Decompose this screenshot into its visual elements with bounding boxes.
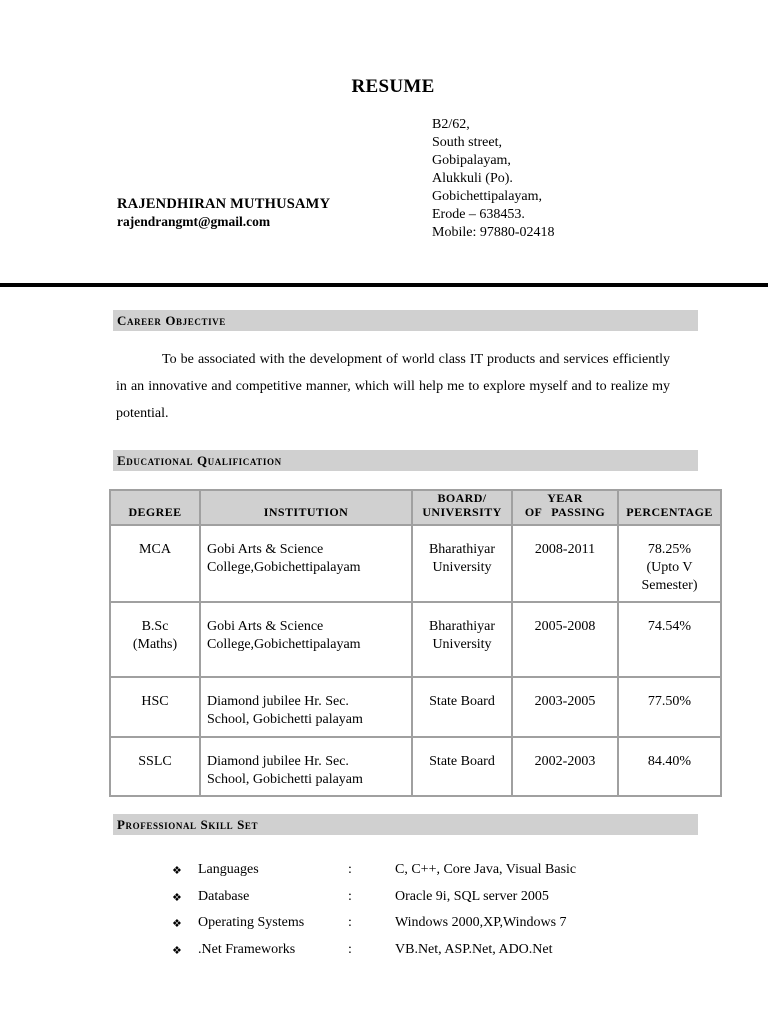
address-line: South street, bbox=[432, 135, 502, 150]
column-header-degree: DEGREE bbox=[110, 490, 200, 525]
institution-cell: Diamond jubilee Hr. Sec. School, Gobichetti palayam bbox=[200, 677, 412, 737]
year-cell: 2008-2011 bbox=[512, 525, 618, 602]
skills-heading: Professional Skill Set bbox=[113, 814, 698, 835]
table-row bbox=[110, 677, 721, 737]
address-line: Erode – 638453. bbox=[432, 207, 525, 222]
table-row bbox=[110, 525, 721, 602]
skill-separator: : bbox=[348, 862, 352, 877]
postal-address bbox=[432, 116, 555, 242]
skill-value: Oracle 9i, SQL server 2005 bbox=[395, 888, 549, 904]
header-divider bbox=[0, 283, 768, 287]
year-cell: 2003-2005 bbox=[512, 677, 618, 737]
career-objective-text bbox=[116, 346, 670, 427]
address-line: Gobichettipalayam, bbox=[432, 189, 543, 204]
institution-cell: Gobi Arts & Science College,Gobichettipalayam bbox=[200, 525, 412, 602]
table-row bbox=[110, 737, 721, 796]
table-row bbox=[110, 602, 721, 677]
candidate-name: RAJENDHIRAN MUTHUSAMY bbox=[117, 196, 331, 212]
degree-cell: HSC bbox=[110, 677, 200, 737]
column-header-institution: INSTITUTION bbox=[200, 490, 412, 525]
skill-value: VB.Net, ASP.Net, ADO.Net bbox=[395, 941, 553, 957]
year-cell: 2002-2003 bbox=[512, 737, 618, 796]
board-cell: State Board bbox=[412, 677, 512, 737]
board-cell: Bharathiyar University bbox=[412, 602, 512, 677]
degree-cell: MCA bbox=[110, 525, 200, 602]
skill-value: Windows 2000,XP,Windows 7 bbox=[395, 915, 567, 930]
percentage-cell: 78.25% (Upto V Semester) bbox=[618, 525, 721, 602]
board-cell: State Board bbox=[412, 737, 512, 796]
year-cell: 2005-2008 bbox=[512, 602, 618, 677]
skill-label: Operating Systems bbox=[198, 915, 305, 930]
column-header-year: YEAR OF PASSING bbox=[512, 490, 618, 525]
address-line: Gobipalayam, bbox=[432, 153, 511, 168]
degree-cell: SSLC bbox=[110, 737, 200, 796]
skill-separator: : bbox=[348, 941, 352, 957]
institution-cell: Gobi Arts & Science College,Gobichettipalayam bbox=[200, 602, 412, 677]
address-line: B2/62, bbox=[432, 117, 470, 132]
candidate-email: rajendrangmt@gmail.com bbox=[117, 214, 271, 229]
table-header-row bbox=[110, 490, 721, 525]
percentage-cell: 84.40% bbox=[618, 737, 721, 796]
diamond-bullet-icon: ❖ bbox=[172, 891, 182, 904]
institution-cell: Diamond jubilee Hr. Sec. School, Gobichetti palayam bbox=[200, 737, 412, 796]
percentage-cell: 77.50% bbox=[618, 677, 721, 737]
percentage-cell: 74.54% bbox=[618, 602, 721, 677]
objective-paragraph: To be associated with the development of world class IT products and services efficiently in an innovative and competitive manner, which will help me to explore myself and to realize my potential. bbox=[116, 352, 670, 421]
mobile-number: Mobile: 97880-02418 bbox=[432, 225, 555, 240]
skill-separator: : bbox=[348, 915, 352, 930]
resume-title: RESUME bbox=[351, 76, 435, 97]
diamond-bullet-icon: ❖ bbox=[172, 944, 182, 957]
degree-cell: B.Sc (Maths) bbox=[110, 602, 200, 677]
diamond-bullet-icon: ❖ bbox=[172, 918, 182, 930]
education-table bbox=[109, 489, 722, 797]
column-header-board: BOARD/ UNIVERSITY bbox=[412, 490, 512, 525]
skill-label: Database bbox=[198, 888, 250, 904]
education-heading: Educational Qualification bbox=[113, 450, 698, 471]
skill-separator: : bbox=[348, 888, 352, 904]
skill-label: .Net Frameworks bbox=[198, 941, 296, 957]
skill-value: C, C++, Core Java, Visual Basic bbox=[395, 862, 577, 877]
career-objective-heading: Career Objective bbox=[113, 310, 698, 331]
address-line: Alukkuli (Po). bbox=[432, 171, 513, 186]
skill-label: Languages bbox=[198, 862, 259, 877]
column-header-percentage: PERCENTAGE bbox=[618, 490, 721, 525]
board-cell: Bharathiyar University bbox=[412, 525, 512, 602]
diamond-bullet-icon: ❖ bbox=[172, 865, 182, 877]
